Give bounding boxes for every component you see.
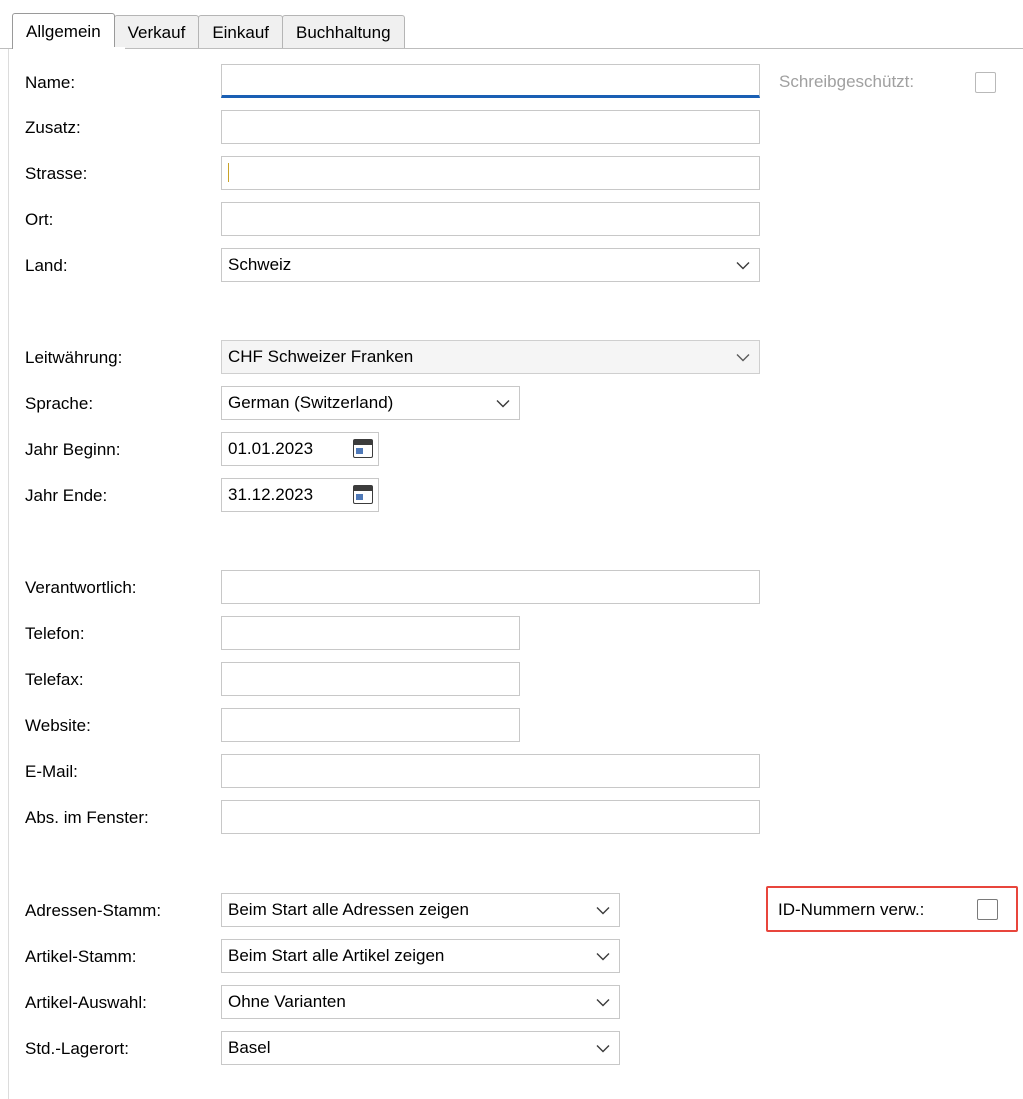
land-select[interactable]	[221, 248, 760, 282]
leitwaehrung-select[interactable]	[221, 340, 760, 374]
id-nummern-checkbox[interactable]	[977, 899, 998, 920]
artikel-stamm-label: Artikel-Stamm:	[25, 947, 137, 966]
tab-verkauf[interactable]: Verkauf	[114, 15, 200, 49]
sprache-select-value: German (Switzerland)	[228, 393, 394, 412]
artikel-auswahl-select-value: Ohne Varianten	[228, 992, 346, 1011]
chevron-down-icon	[596, 1032, 610, 1064]
tab-einkauf[interactable]: Einkauf	[198, 15, 283, 49]
leitwaehrung-label: Leitwährung:	[25, 348, 123, 367]
active-tab-connector	[13, 47, 125, 50]
schreibgeschuetzt-checkbox[interactable]	[975, 72, 996, 93]
jahr-beginn-date-input[interactable]	[221, 432, 379, 466]
email-label: E-Mail:	[25, 762, 78, 781]
zusatz-label: Zusatz:	[25, 118, 81, 137]
abs-im-fenster-input[interactable]	[221, 800, 760, 834]
calendar-icon[interactable]	[353, 485, 373, 504]
chevron-down-icon	[736, 249, 750, 281]
artikel-stamm-select-value: Beim Start alle Artikel zeigen	[228, 946, 445, 965]
leitwaehrung-select-value: CHF Schweizer Franken	[228, 347, 414, 366]
id-nummern-label: ID-Nummern verw.:	[778, 900, 925, 919]
strasse-label: Strasse:	[25, 164, 88, 183]
sprache-label: Sprache:	[25, 394, 94, 413]
jahr-beginn-date-value: 01.01.2023	[228, 439, 314, 458]
email-input[interactable]	[221, 754, 760, 788]
chevron-down-icon	[596, 894, 610, 926]
jahr-ende-label: Jahr Ende:	[25, 486, 108, 505]
schreibgeschuetzt-label: Schreibgeschützt:	[779, 72, 915, 91]
panel-left-border	[8, 49, 9, 1099]
website-input[interactable]	[221, 708, 520, 742]
tab-list	[12, 14, 404, 49]
verantwortlich-input[interactable]	[221, 570, 760, 604]
tab-strip	[0, 0, 1023, 49]
abs-im-fenster-label: Abs. im Fenster:	[25, 808, 149, 827]
website-label: Website:	[25, 716, 91, 735]
std-lagerort-label: Std.-Lagerort:	[25, 1039, 129, 1058]
telefax-input[interactable]	[221, 662, 520, 696]
tab-buchhaltung[interactable]: Buchhaltung	[282, 15, 405, 49]
artikel-auswahl-select[interactable]	[221, 985, 620, 1019]
land-select-value: Schweiz	[228, 255, 292, 274]
general-settings-form	[0, 49, 1023, 1099]
zusatz-input[interactable]	[221, 110, 760, 144]
land-label: Land:	[25, 256, 68, 275]
verantwortlich-label: Verantwortlich:	[25, 578, 137, 597]
adressen-stamm-select[interactable]	[221, 893, 620, 927]
chevron-down-icon	[596, 986, 610, 1018]
chevron-down-icon	[736, 341, 750, 373]
ort-input[interactable]	[221, 202, 760, 236]
artikel-stamm-select[interactable]	[221, 939, 620, 973]
jahr-ende-date-input[interactable]	[221, 478, 379, 512]
jahr-beginn-label: Jahr Beginn:	[25, 440, 121, 459]
calendar-icon[interactable]	[353, 439, 373, 458]
tab-allgemein[interactable]: Allgemein	[12, 13, 115, 49]
name-label: Name:	[25, 73, 76, 92]
std-lagerort-select-value: Basel	[228, 1038, 271, 1057]
ort-label: Ort:	[25, 210, 54, 229]
telefon-input[interactable]	[221, 616, 520, 650]
chevron-down-icon	[596, 940, 610, 972]
artikel-auswahl-label: Artikel-Auswahl:	[25, 993, 147, 1012]
telefax-label: Telefax:	[25, 670, 84, 689]
adressen-stamm-select-value: Beim Start alle Adressen zeigen	[228, 900, 469, 919]
chevron-down-icon	[496, 387, 510, 419]
jahr-ende-date-value: 31.12.2023	[228, 485, 314, 504]
std-lagerort-select[interactable]	[221, 1031, 620, 1065]
adressen-stamm-label: Adressen-Stamm:	[25, 901, 162, 920]
name-input[interactable]	[221, 64, 760, 98]
sprache-select[interactable]	[221, 386, 520, 420]
strasse-input[interactable]	[221, 156, 760, 190]
telefon-label: Telefon:	[25, 624, 85, 643]
